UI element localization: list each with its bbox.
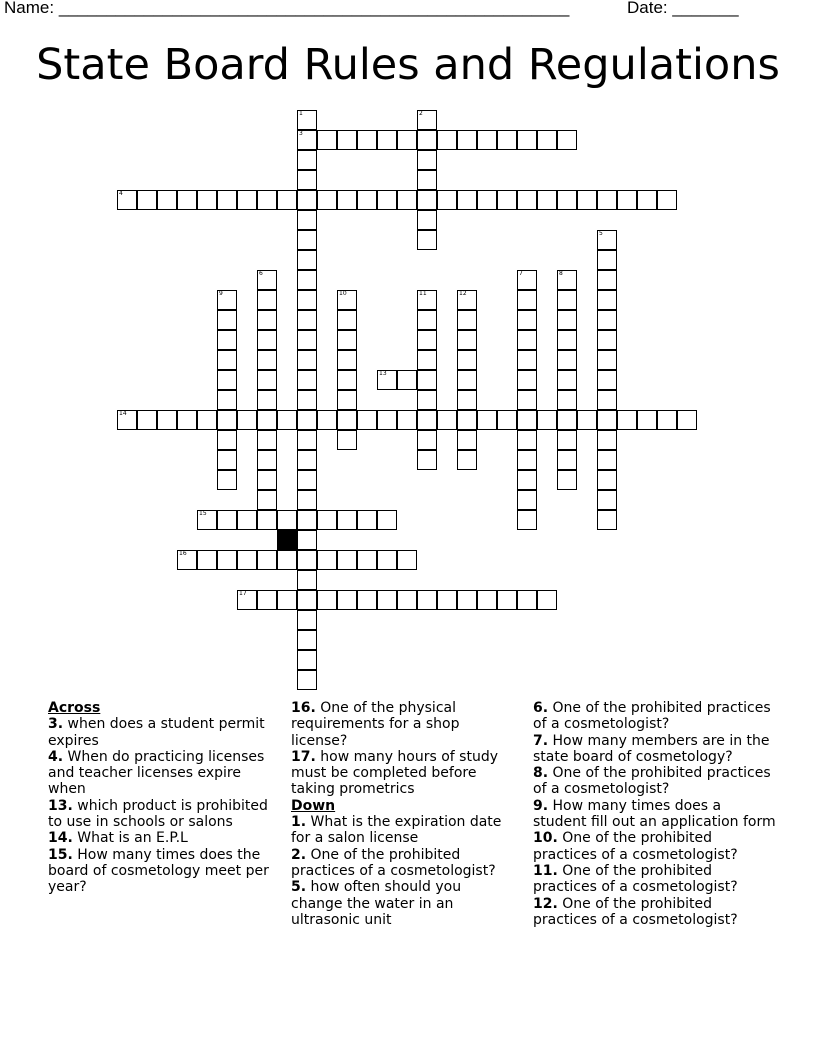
grid-cell[interactable] <box>437 590 457 610</box>
grid-cell[interactable] <box>517 590 537 610</box>
grid-cell[interactable] <box>517 450 537 470</box>
clue-down-12: 12. One of the prohibited practices of a cosmetologist? <box>533 895 738 928</box>
grid-cell[interactable] <box>597 390 617 410</box>
clue-down-5: 5. how often should you change the water in an ultrasonic unit <box>291 879 462 928</box>
grid-cell[interactable] <box>197 550 217 570</box>
clue-down-10: 10. One of the prohibited practices of a cosmetologist? <box>533 830 738 863</box>
grid-cell[interactable] <box>257 550 277 570</box>
grid-cell[interactable] <box>217 370 237 390</box>
grid-cell[interactable] <box>457 350 477 370</box>
grid-cell[interactable] <box>337 430 357 450</box>
grid-cell[interactable] <box>337 370 357 390</box>
clue-number: 13 <box>379 370 387 377</box>
grid-cell[interactable] <box>557 330 577 350</box>
grid-cell[interactable] <box>177 410 197 430</box>
grid-cell[interactable] <box>637 410 657 430</box>
grid-cell[interactable] <box>297 550 317 570</box>
grid-cell[interactable] <box>297 630 317 650</box>
clue-number: 4 <box>119 190 123 197</box>
clue-number: 11 <box>419 290 427 297</box>
clue-number: 17 <box>239 590 247 597</box>
grid-cell[interactable] <box>217 510 237 530</box>
name-label: Name: <box>4 0 55 17</box>
grid-cell[interactable] <box>417 370 437 390</box>
clue-number: 6 <box>259 270 263 277</box>
grid-cell[interactable] <box>457 390 477 410</box>
grid-cell[interactable] <box>297 190 317 210</box>
grid-cell[interactable] <box>397 410 417 430</box>
grid-cell[interactable] <box>217 450 237 470</box>
grid-cell[interactable] <box>297 150 317 170</box>
clue-number: 5 <box>599 230 603 237</box>
grid-cell[interactable] <box>517 470 537 490</box>
grid-cell[interactable] <box>397 190 417 210</box>
grid-cell[interactable] <box>557 350 577 370</box>
grid-cell[interactable] <box>337 410 357 430</box>
grid-cell[interactable] <box>297 610 317 630</box>
grid-cell[interactable] <box>417 210 437 230</box>
grid-cell[interactable] <box>257 470 277 490</box>
clues-column-3 <box>533 700 778 928</box>
grid-cell[interactable] <box>377 590 397 610</box>
clue-number: 14 <box>119 410 127 417</box>
grid-cell[interactable] <box>417 390 437 410</box>
grid-cell[interactable] <box>277 410 297 430</box>
grid-cell[interactable] <box>597 430 617 450</box>
grid-cell[interactable] <box>257 370 277 390</box>
grid-cell[interactable] <box>297 210 317 230</box>
grid-cell[interactable] <box>417 170 437 190</box>
grid-cell[interactable] <box>377 410 397 430</box>
grid-cell[interactable] <box>337 390 357 410</box>
grid-cell[interactable] <box>337 510 357 530</box>
grid-cell[interactable] <box>537 130 557 150</box>
clue-across-15: 15. How many times does the board of cosmetology meet per year? <box>48 846 269 896</box>
grid-cell[interactable] <box>537 190 557 210</box>
grid-cell[interactable] <box>457 450 477 470</box>
grid-cell[interactable] <box>517 430 537 450</box>
grid-cell[interactable] <box>237 550 257 570</box>
clue-number: 9 <box>219 290 223 297</box>
grid-cell[interactable] <box>317 190 337 210</box>
grid-cell[interactable] <box>257 350 277 370</box>
grid-cell[interactable] <box>257 310 277 330</box>
grid-cell[interactable] <box>597 470 617 490</box>
grid-cell[interactable] <box>497 190 517 210</box>
grid-cell[interactable] <box>657 410 677 430</box>
grid-cell[interactable] <box>297 350 317 370</box>
clue-across-16: 16. One of the physical requirements for a shop license? <box>291 700 460 749</box>
grid-cell[interactable] <box>297 470 317 490</box>
grid-cell[interactable] <box>557 290 577 310</box>
grid-cell[interactable] <box>217 390 237 410</box>
grid-cell[interactable] <box>597 350 617 370</box>
grid-cell[interactable] <box>357 130 377 150</box>
grid-cell[interactable] <box>577 410 597 430</box>
grid-cell[interactable] <box>517 130 537 150</box>
grid-cell[interactable] <box>397 590 417 610</box>
clue-across-3: 3. when does a student permit expires <box>48 716 265 749</box>
black-cell <box>277 530 297 550</box>
grid-cell[interactable] <box>597 490 617 510</box>
grid-cell[interactable] <box>557 450 577 470</box>
grid-cell[interactable] <box>297 430 317 450</box>
clue-down-7: 7. How many members are in the state board of cosmetology? <box>533 732 770 765</box>
grid-cell[interactable] <box>517 190 537 210</box>
grid-cell[interactable] <box>557 190 577 210</box>
date-line: _______ <box>672 0 739 17</box>
clue-number: 2 <box>419 110 423 117</box>
grid-cell[interactable] <box>237 190 257 210</box>
grid-cell[interactable] <box>317 130 337 150</box>
clue-number: 8 <box>559 270 563 277</box>
grid-cell[interactable] <box>217 410 237 430</box>
grid-cell[interactable] <box>337 590 357 610</box>
grid-cell[interactable] <box>357 550 377 570</box>
clue-number: 7 <box>519 270 523 277</box>
grid-cell[interactable] <box>597 330 617 350</box>
grid-cell[interactable] <box>217 330 237 350</box>
grid-cell[interactable] <box>337 310 357 330</box>
clue-down-9: 9. How many times does a student fill out an application form <box>533 797 776 831</box>
grid-cell[interactable] <box>377 190 397 210</box>
grid-cell[interactable] <box>557 370 577 390</box>
grid-cell[interactable] <box>677 410 697 430</box>
clues-column-2 <box>291 700 516 928</box>
grid-cell[interactable] <box>297 290 317 310</box>
grid-cell[interactable] <box>297 410 317 430</box>
grid-cell[interactable] <box>157 410 177 430</box>
grid-cell[interactable] <box>297 490 317 510</box>
grid-cell[interactable] <box>477 130 497 150</box>
grid-cell[interactable] <box>497 590 517 610</box>
grid-cell[interactable] <box>557 390 577 410</box>
grid-cell[interactable] <box>377 550 397 570</box>
grid-cell[interactable] <box>557 130 577 150</box>
clue-down-8: 8. One of the prohibited practices of a cosmetologist? <box>533 765 771 798</box>
grid-cell[interactable] <box>557 410 577 430</box>
grid-cell[interactable] <box>277 590 297 610</box>
grid-cell[interactable] <box>217 430 237 450</box>
down-heading: Down <box>291 797 336 814</box>
grid-cell[interactable] <box>457 430 477 450</box>
grid-cell[interactable] <box>257 190 277 210</box>
grid-cell[interactable] <box>397 130 417 150</box>
grid-cell[interactable] <box>477 190 497 210</box>
grid-cell[interactable] <box>457 410 477 430</box>
grid-cell[interactable] <box>257 490 277 510</box>
grid-cell[interactable] <box>597 510 617 530</box>
grid-cell[interactable] <box>417 130 437 150</box>
grid-cell[interactable] <box>297 510 317 530</box>
grid-cell[interactable] <box>297 310 317 330</box>
grid-cell[interactable] <box>237 510 257 530</box>
grid-cell[interactable] <box>537 410 557 430</box>
grid-cell[interactable] <box>517 390 537 410</box>
clue-number: 10 <box>339 290 347 297</box>
grid-cell[interactable] <box>537 590 557 610</box>
grid-cell[interactable] <box>197 190 217 210</box>
grid-cell[interactable] <box>457 130 477 150</box>
grid-cell[interactable] <box>397 370 417 390</box>
grid-cell[interactable] <box>297 390 317 410</box>
grid-cell[interactable] <box>517 370 537 390</box>
clue-down-6: 6. One of the prohibited practices of a cosmetologist? <box>533 700 771 733</box>
grid-cell[interactable] <box>437 190 457 210</box>
grid-cell[interactable] <box>417 310 437 330</box>
grid-cell[interactable] <box>597 290 617 310</box>
grid-cell[interactable] <box>317 510 337 530</box>
grid-cell[interactable] <box>497 130 517 150</box>
grid-cell[interactable] <box>457 310 477 330</box>
grid-cell[interactable] <box>297 670 317 690</box>
grid-cell[interactable] <box>597 450 617 470</box>
grid-cell[interactable] <box>357 410 377 430</box>
grid-cell[interactable] <box>557 470 577 490</box>
grid-cell[interactable] <box>597 410 617 430</box>
grid-cell[interactable] <box>237 410 257 430</box>
grid-cell[interactable] <box>417 330 437 350</box>
grid-cell[interactable] <box>337 550 357 570</box>
grid-cell[interactable] <box>337 130 357 150</box>
grid-cell[interactable] <box>217 550 237 570</box>
grid-cell[interactable] <box>297 450 317 470</box>
clue-across-4: 4. When do practicing licenses and teacher licenses expire when <box>48 748 265 798</box>
grid-cell[interactable] <box>617 410 637 430</box>
grid-cell[interactable] <box>217 190 237 210</box>
grid-cell[interactable] <box>437 410 457 430</box>
grid-cell[interactable] <box>437 130 457 150</box>
grid-cell[interactable] <box>137 190 157 210</box>
grid-cell[interactable] <box>617 190 637 210</box>
clue-down-11: 11. One of the prohibited practices of a cosmetologist? <box>533 862 738 896</box>
grid-cell[interactable] <box>417 430 437 450</box>
clue-down-2: 2. One of the prohibited practices of a cosmetologist? <box>291 846 496 879</box>
grid-cell[interactable] <box>317 550 337 570</box>
clue-across-14: 14. What is an E.P.L <box>48 830 188 847</box>
grid-cell[interactable] <box>477 590 497 610</box>
grid-cell[interactable] <box>417 410 437 430</box>
grid-cell[interactable] <box>397 550 417 570</box>
grid-cell[interactable] <box>497 410 517 430</box>
grid-cell[interactable] <box>417 190 437 210</box>
clue-number: 15 <box>199 510 207 517</box>
grid-cell[interactable] <box>337 330 357 350</box>
grid-cell[interactable] <box>297 250 317 270</box>
grid-cell[interactable] <box>517 350 537 370</box>
name-line: ______________________________________________________ <box>58 0 570 17</box>
grid-cell[interactable] <box>297 330 317 350</box>
grid-cell[interactable] <box>257 390 277 410</box>
grid-cell[interactable] <box>597 190 617 210</box>
grid-cell[interactable] <box>417 450 437 470</box>
clues-column-1 <box>48 700 283 896</box>
grid-cell[interactable] <box>357 590 377 610</box>
grid-cell[interactable] <box>637 190 657 210</box>
clue-number: 1 <box>299 110 303 117</box>
grid-cell[interactable] <box>257 330 277 350</box>
grid-cell[interactable] <box>317 410 337 430</box>
grid-cell[interactable] <box>337 190 357 210</box>
across-heading: Across <box>48 700 101 716</box>
grid-cell[interactable] <box>277 510 297 530</box>
grid-cell[interactable] <box>297 530 317 550</box>
date-label: Date: <box>627 0 668 17</box>
grid-cell[interactable] <box>337 350 357 370</box>
grid-cell[interactable] <box>457 370 477 390</box>
clue-across-17: 17. how many hours of study must be completed before taking prometrics <box>291 748 499 798</box>
grid-cell[interactable] <box>597 270 617 290</box>
grid-cell[interactable] <box>217 350 237 370</box>
grid-cell[interactable] <box>297 370 317 390</box>
grid-cell[interactable] <box>357 190 377 210</box>
grid-cell[interactable] <box>257 510 277 530</box>
grid-cell[interactable] <box>457 590 477 610</box>
grid-cell[interactable] <box>517 490 537 510</box>
grid-cell[interactable] <box>317 590 337 610</box>
grid-cell[interactable] <box>257 290 277 310</box>
grid-cell[interactable] <box>257 590 277 610</box>
grid-cell[interactable] <box>377 510 397 530</box>
page-title: State Board Rules and Regulations <box>36 40 780 90</box>
grid-cell[interactable] <box>297 650 317 670</box>
clue-number: 12 <box>459 290 467 297</box>
grid-cell[interactable] <box>657 190 677 210</box>
grid-cell[interactable] <box>217 310 237 330</box>
grid-cell[interactable] <box>297 230 317 250</box>
grid-cell[interactable] <box>157 190 177 210</box>
grid-cell[interactable] <box>517 510 537 530</box>
clue-number: 3 <box>299 130 303 137</box>
grid-cell[interactable] <box>277 190 297 210</box>
grid-cell[interactable] <box>277 550 297 570</box>
clue-down-1: 1. What is the expiration date for a salon license <box>291 814 502 847</box>
grid-cell[interactable] <box>137 410 157 430</box>
grid-cell[interactable] <box>257 450 277 470</box>
grid-cell[interactable] <box>197 410 217 430</box>
grid-cell[interactable] <box>417 150 437 170</box>
grid-cell[interactable] <box>517 290 537 310</box>
grid-cell[interactable] <box>257 430 277 450</box>
grid-cell[interactable] <box>517 330 537 350</box>
grid-cell[interactable] <box>477 410 497 430</box>
grid-cell[interactable] <box>357 510 377 530</box>
grid-cell[interactable] <box>417 590 437 610</box>
grid-cell[interactable] <box>177 190 197 210</box>
grid-cell[interactable] <box>557 430 577 450</box>
grid-cell[interactable] <box>597 250 617 270</box>
grid-cell[interactable] <box>517 310 537 330</box>
grid-cell[interactable] <box>297 270 317 290</box>
grid-cell[interactable] <box>217 470 237 490</box>
clue-across-13: 13. which product is prohibited to use in schools or salons <box>48 797 268 831</box>
grid-cell[interactable] <box>577 190 597 210</box>
grid-cell[interactable] <box>377 130 397 150</box>
grid-cell[interactable] <box>257 410 277 430</box>
grid-cell[interactable] <box>517 410 537 430</box>
grid-cell[interactable] <box>417 350 437 370</box>
grid-cell[interactable] <box>597 370 617 390</box>
grid-cell[interactable] <box>457 330 477 350</box>
grid-cell[interactable] <box>297 170 317 190</box>
grid-cell[interactable] <box>597 310 617 330</box>
grid-cell[interactable] <box>417 230 437 250</box>
clue-number: 16 <box>179 550 187 557</box>
grid-cell[interactable] <box>297 590 317 610</box>
grid-cell[interactable] <box>457 190 477 210</box>
grid-cell[interactable] <box>557 310 577 330</box>
grid-cell[interactable] <box>297 570 317 590</box>
